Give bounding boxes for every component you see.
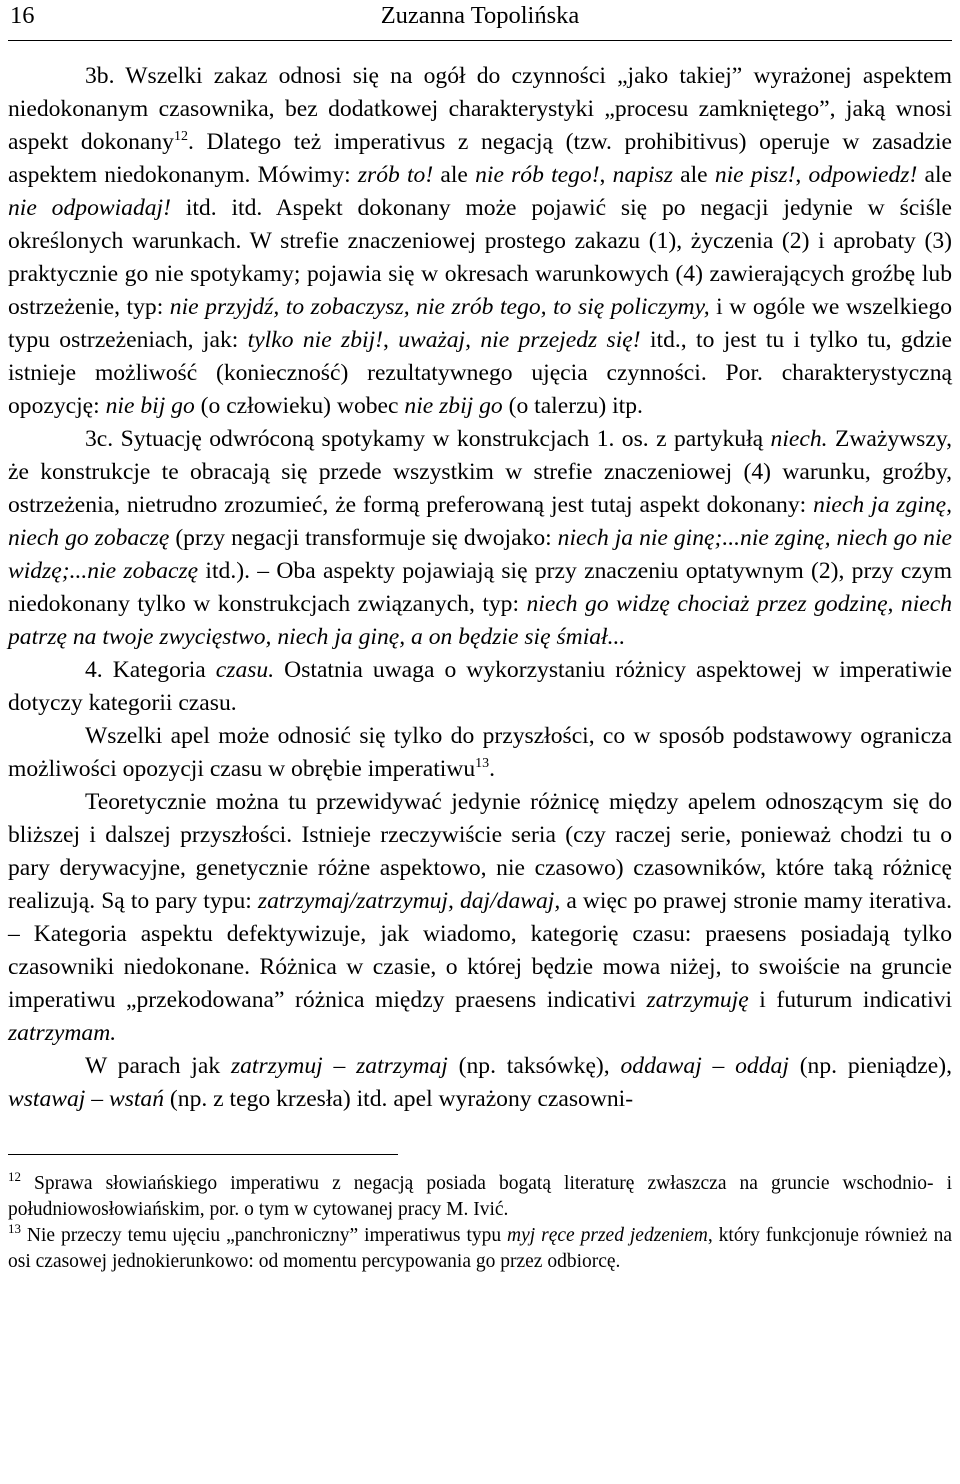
footnotes <box>8 1171 952 1275</box>
footnote-12 <box>8 1171 952 1223</box>
footnote-number: 13 <box>8 1221 21 1236</box>
paragraph-4: 4. Kategoria czasu. Ostatnia uwaga o wykorzystaniu różnicy aspektowej w imperatiwie dotyczy kategorii czasu. <box>8 657 952 716</box>
footnote-separator <box>8 1154 398 1155</box>
footnote-example: myj ręce przed jedzeniem <box>507 1225 708 1246</box>
footnote-ref-12: 12 <box>173 129 188 144</box>
main-text <box>8 60 952 1116</box>
page-number: 16 <box>10 2 35 29</box>
footnote-text: , który funkcjonuje również na osi czasowej jednokierunkowo: od momentu percypowania go przez odbiorcę. <box>8 1225 953 1272</box>
footnote-text: Sprawa słowiańskiego imperatiwu z negacją posiada bogatą literaturę zwłaszcza na gruncie wschodnio- i południowosłowiańskim, por. o tym w cytowanej pracy M. Ivić. <box>8 1173 952 1220</box>
paragraph-w-parach: W parach jak zatrzymuj – zatrzymaj (np. taksówkę), oddawaj – oddaj (np. pieniądze), wstawaj – wstań (np. z tego krzesła) itd. apel wyrażony czasowni- <box>8 1053 952 1112</box>
paragraph-apel: Wszelki apel może odnosić się tylko do przyszłości, co w sposób podstawowy ogranicza możliwości opozycji czasu w obrębie imperatiwu$^{13}$. <box>8 723 952 782</box>
paragraph-3c: 3c. Sytuację odwróconą spotykamy w konstrukcjach 1. os. z partykułą niech. Zważywszy, że konstrukcje te obracają się przede wszystkim w strefie znaczeniowej (4) warunku, groźby, ostrzeżenia, nietrudno zrozumieć, że formą preferowaną jest tutaj aspekt dokonany: niech ja zginę, niech go zobaczę (przy negacji transformuje się dwojako: niech ja nie ginę;...nie zginę, niech go nie widzę;...nie zobaczę itd.). – Oba aspekty pojawiają się przy znaczeniu optatywnym (2), przy czym niedokonany tylko w konstrukcjach związanych, typ: niech go widzę chociaż przez godzinę, niech patrzę na twoje zwycięstwo, niech ja ginę, a on będzie się śmiał... <box>8 426 952 650</box>
running-header <box>8 0 952 41</box>
footnote-text: Nie przeczy temu ujęciu „panchroniczny” imperatiwus typu <box>21 1225 508 1246</box>
footnote-number: 12 <box>8 1169 21 1184</box>
footnote-13 <box>8 1223 952 1275</box>
paragraph-3b: 3b. Wszelki zakaz odnosi się na ogół do czynności „jako takiej” wyrażonej aspektem niedokonanym czasownika, bez dodatkowej charakterystyki „procesu zamkniętego”, jaką wnosi aspekt dokonany$^{12}$. Dlatego też imperativus z negacją (tzw. prohibitivus) operuje w zasadzie aspektem niedokonanym. Mówimy: zrób to! ale nie rób tego!, napisz ale nie pisz!, odpowiedz! ale nie odpowiadaj! itd. itd. Aspekt dokonany może pojawić się po negacji jedynie w ściśle określonych warunkach. W strefie znaczeniowej prostego zakazu (1), życzenia (2) i aprobaty (3) praktycznie go nie spotykamy; pojawia się w okresach warunkowych (4) zawierających groźbę lub ostrzeżenie, typ: nie przyjdź, to zobaczysz, nie zrób tego, to się policzymy, i w ogóle we wszelkiego typu ostrzeżeniach, jak: tylko nie zbij!, uważaj, nie przejedz się! itd., to jest tu i tylko tu, gdzie istnieje możliwość (konieczność) rezultatywnego ujęcia czynności. Por. charakterystyczną opozycję: nie bij go (o człowieku) wobec nie zbij go (o talerzu) itp. <box>8 63 953 419</box>
paragraph-teoretycznie: Teoretycznie można tu przewidywać jedynie różnicę między apelem odnoszącym się do bliższej i dalszej przyszłości. Istnieje rzeczywiście seria (czy raczej serie, ponieważ chodzi tu o pary derywacyjne, genetycznie różne aspektowo, nie czasowo) czasowników, które taką różnicę realizują. Są to pary typu: zatrzymaj/zatrzymuj, daj/dawaj, a więc po prawej stronie mamy iterativa. – Kategoria aspektu defektywizuje, jak wiadomo, kategorię czasu: praesens posiadają tylko czasowniki niedokonane. Różnica w czasie, o której będzie mowa niżej, to swoiście na gruncie imperatiwu „przekodowana” różnica między praesens indicativi zatrzymuję i futurum indicativi zatrzymam. <box>8 789 953 1046</box>
footnote-ref-13: 13 <box>475 756 490 771</box>
running-title-author: Zuzanna Topolińska <box>380 2 580 29</box>
